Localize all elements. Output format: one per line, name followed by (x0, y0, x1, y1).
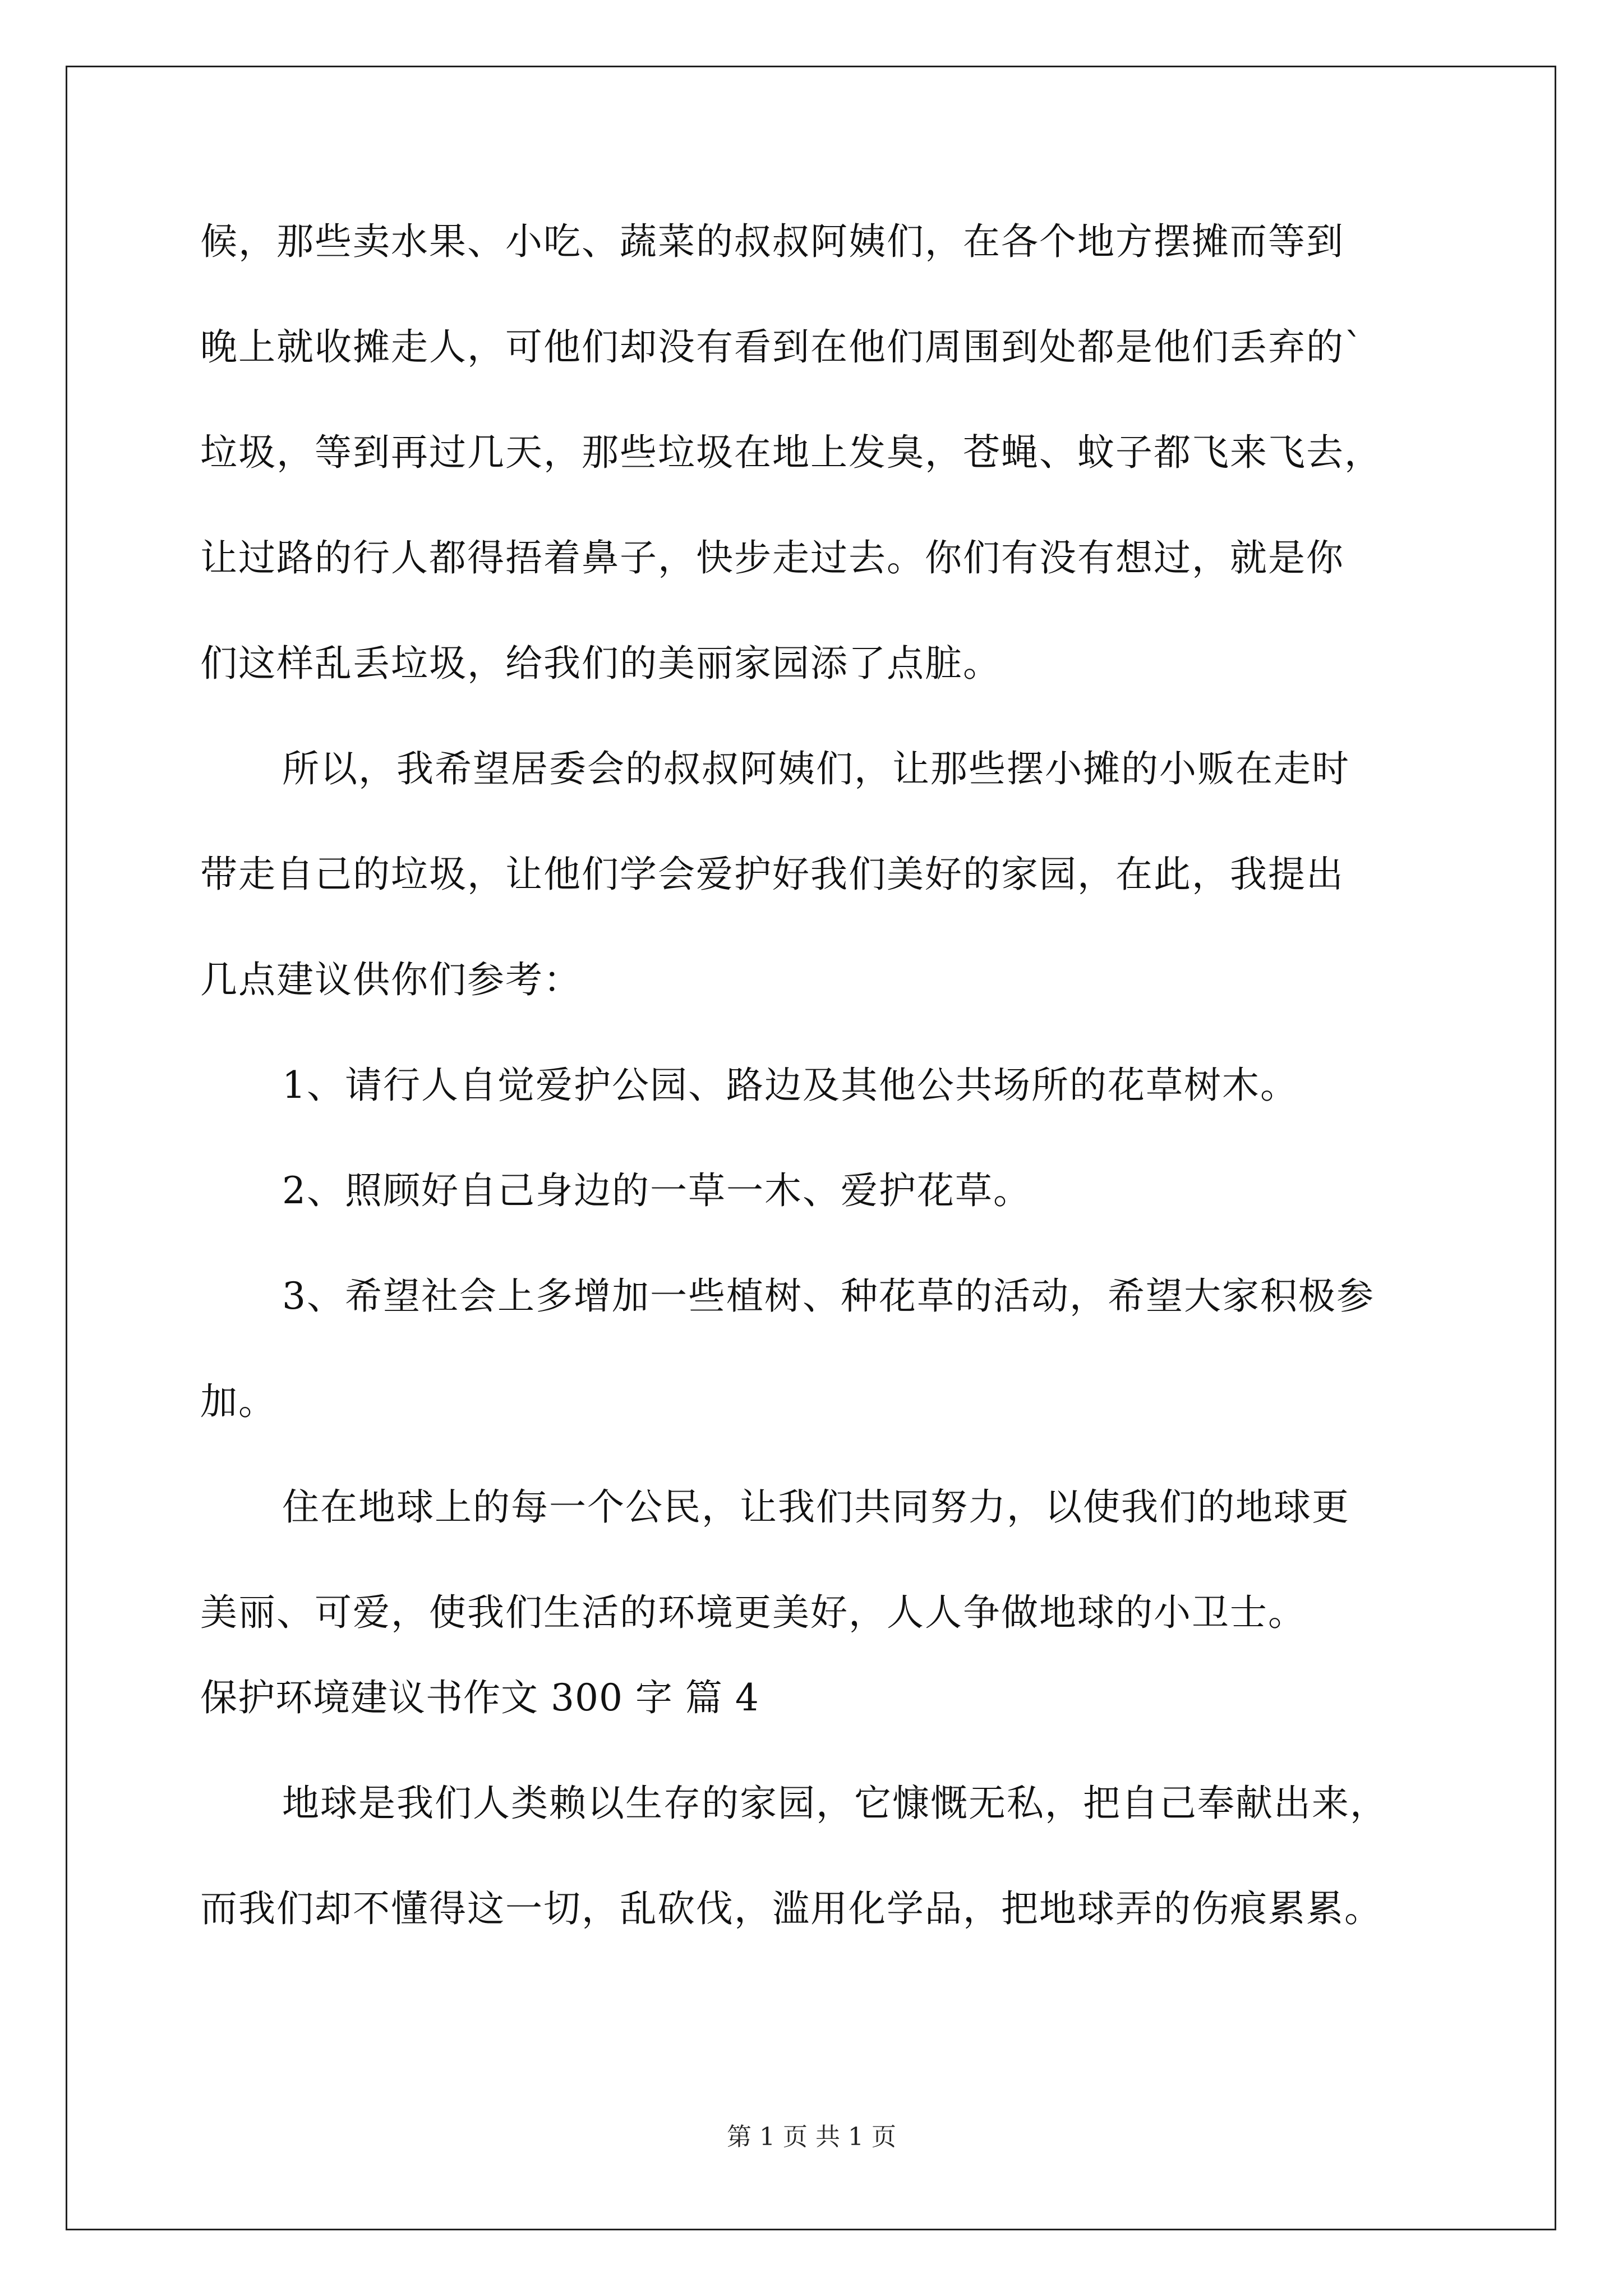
text-line-10: 2、照顾好自己身边的一草一木、爱护花草。 (282, 1169, 1031, 1212)
text-line-3: 垃圾，等到再过几天，那些垃圾在地上发臭，苍蝇、蚊子都飞来飞去， (200, 431, 1382, 474)
text-line-15: 地球是我们人类赖以生存的家园，它慷慨无私，把自己奉献出来， (282, 1782, 1388, 1825)
text-line-8: 几点建议供你们参考： (200, 958, 582, 1001)
text-line-13: 住在地球上的每一个公民，让我们共同努力，以使我们的地球更 (282, 1485, 1350, 1529)
text-line-7: 带走自己的垃圾，让他们学会爱护好我们美好的家园，在此，我提出 (200, 853, 1344, 896)
text-line-11: 3、希望社会上多增加一些植树、种花草的活动，希望大家积极参 (282, 1274, 1375, 1318)
text-line-12: 加。 (200, 1380, 276, 1423)
text-line-4: 让过路的行人都得捂着鼻子，快步走过去。你们有没有想过，就是你 (200, 536, 1344, 579)
text-line-16: 而我们却不懂得这一切，乱砍伐，滥用化学品，把地球弄的伤痕累累。 (200, 1887, 1382, 1930)
text-line-6: 所以，我希望居委会的叔叔阿姨们，让那些摆小摊的小贩在走时 (282, 747, 1350, 790)
page-number-footer: 第 1 页 共 1 页 (727, 2123, 896, 2151)
text-line-14: 美丽、可爱，使我们生活的环境更美好，人人争做地球的小卫士。 (200, 1591, 1306, 1634)
text-line-9: 1、请行人自觉爱护公园、路边及其他公共场所的花草树木。 (282, 1064, 1298, 1107)
section-heading: 保护环境建议书作文 300 字 篇 4 (200, 1676, 759, 1719)
text-line-2: 晚上就收摊走人，可他们却没有看到在他们周围到处都是他们丢弃的` (200, 325, 1364, 369)
text-line-1: 候，那些卖水果、小吃、蔬菜的叔叔阿姨们，在各个地方摆摊而等到 (200, 220, 1344, 263)
document-body (200, 216, 1448, 1989)
text-line-5: 们这样乱丢垃圾，给我们的美丽家园添了点脏。 (200, 642, 1001, 685)
